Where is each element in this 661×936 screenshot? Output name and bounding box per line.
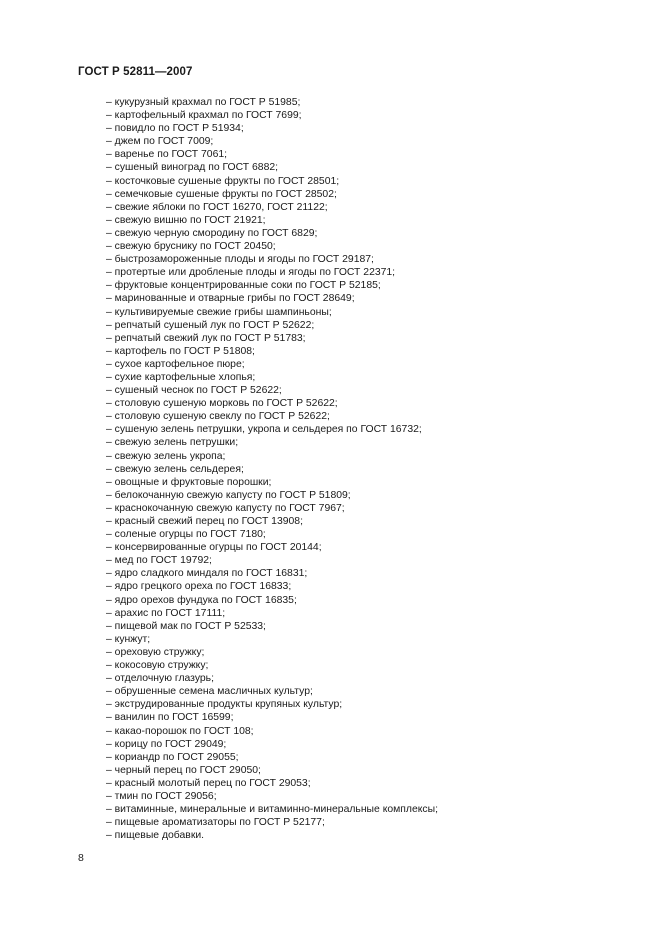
list-item: – арахис по ГОСТ 17111; bbox=[106, 607, 226, 619]
list-item: – быстрозамороженные плоды и ягоды по ГОСТ 29187; bbox=[106, 254, 374, 266]
list-item: – пищевые добавки. bbox=[106, 830, 205, 842]
list-item: – витаминные, минеральные и витаминно-минеральные комплексы; bbox=[106, 804, 438, 816]
list-item: – столовую сушеную морковь по ГОСТ Р 52622; bbox=[106, 398, 338, 410]
list-item: – консервированные огурцы по ГОСТ 20144; bbox=[106, 542, 322, 554]
list-item: – свежие яблоки по ГОСТ 16270, ГОСТ 21122; bbox=[106, 201, 328, 213]
list-item: – белокочанную свежую капусту по ГОСТ Р 51809; bbox=[106, 489, 351, 501]
list-item: – обрушенные семена масличных культур; bbox=[106, 686, 313, 698]
list-item: – свежую зелень укропа; bbox=[106, 450, 226, 462]
list-item: – семечковые сушеные фрукты по ГОСТ 28502; bbox=[106, 188, 337, 200]
list-item: – пищевые ароматизаторы по ГОСТ Р 52177; bbox=[106, 817, 325, 829]
list-item: – репчатый свежий лук по ГОСТ Р 51783; bbox=[106, 332, 306, 344]
list-item: – сушеную зелень петрушки, укропа и сельдерея по ГОСТ 16732; bbox=[106, 424, 422, 436]
list-item: – протертые или дробленые плоды и ягоды по ГОСТ 22371; bbox=[106, 267, 396, 279]
list-item: – сушеный чеснок по ГОСТ Р 52622; bbox=[106, 385, 282, 397]
list-item: – джем по ГОСТ 7009; bbox=[106, 136, 214, 148]
list-item: – сушеный виноград по ГОСТ 6882; bbox=[106, 162, 279, 174]
list-item: – свежую вишню по ГОСТ 21921; bbox=[106, 214, 266, 226]
list-item: – пищевой мак по ГОСТ Р 52533; bbox=[106, 620, 266, 632]
list-item: – ядро грецкого ореха по ГОСТ 16833; bbox=[106, 581, 292, 593]
list-item: – тмин по ГОСТ 29056; bbox=[106, 790, 217, 802]
list-item: – мед по ГОСТ 19792; bbox=[106, 555, 212, 567]
list-item: – ореховую стружку; bbox=[106, 646, 205, 658]
list-item: – повидло по ГОСТ Р 51934; bbox=[106, 123, 244, 135]
list-item: – кокосовую стружку; bbox=[106, 660, 209, 672]
list-item: – свежую зелень петрушки; bbox=[106, 437, 239, 449]
list-item: – картофельный крахмал по ГОСТ 7699; bbox=[106, 110, 302, 122]
list-item: – корицу по ГОСТ 29049; bbox=[106, 738, 227, 750]
list-item: – красный молотый перец по ГОСТ 29053; bbox=[106, 777, 311, 789]
list-item: – фруктовые концентрированные соки по ГОСТ Р 52185; bbox=[106, 280, 381, 292]
list-item: – ванилин по ГОСТ 16599; bbox=[106, 712, 234, 724]
list-item: – кунжут; bbox=[106, 633, 151, 645]
list-item: – картофель по ГОСТ Р 51808; bbox=[106, 345, 255, 357]
list-item: – варенье по ГОСТ 7061; bbox=[106, 149, 228, 161]
list-item: – столовую сушеную свеклу по ГОСТ Р 52622; bbox=[106, 411, 330, 423]
list-item: – экструдированные продукты крупяных культур; bbox=[106, 699, 343, 711]
list-item: – свежую зелень сельдерея; bbox=[106, 463, 244, 475]
ingredient-list bbox=[106, 96, 438, 842]
list-item: – культивируемые свежие грибы шампиньоны; bbox=[106, 306, 332, 318]
list-item: – свежую бруснику по ГОСТ 20450; bbox=[106, 241, 276, 253]
list-item: – какао-порошок по ГОСТ 108; bbox=[106, 725, 254, 737]
list-item: – ядро орехов фундука по ГОСТ 16835; bbox=[106, 594, 297, 606]
list-item: – сухие картофельные хлопья; bbox=[106, 371, 256, 383]
list-item: – репчатый сушеный лук по ГОСТ Р 52622; bbox=[106, 319, 315, 331]
document-header: ГОСТ Р 52811—2007 bbox=[78, 66, 193, 78]
list-item: – соленые огурцы по ГОСТ 7180; bbox=[106, 529, 266, 541]
list-item: – красный свежий перец по ГОСТ 13908; bbox=[106, 516, 303, 527]
list-item: – кукурузный крахмал по ГОСТ Р 51985; bbox=[106, 97, 301, 108]
list-item: – свежую черную смородину по ГОСТ 6829; bbox=[106, 227, 318, 239]
list-item: – маринованные и отварные грибы по ГОСТ 28649; bbox=[106, 293, 355, 305]
list-item: – кориандр по ГОСТ 29055; bbox=[106, 751, 239, 763]
page-number: 8 bbox=[78, 852, 84, 864]
list-item: – сухое картофельное пюре; bbox=[106, 358, 245, 370]
list-item: – краснокочанную свежую капусту по ГОСТ 7967; bbox=[106, 502, 345, 514]
list-item: – отделочную глазурь; bbox=[106, 673, 214, 685]
list-item: – овощные и фруктовые порошки; bbox=[106, 476, 272, 488]
list-item: – черный перец по ГОСТ 29050; bbox=[106, 764, 261, 776]
list-item: – ядро сладкого миндаля по ГОСТ 16831; bbox=[106, 568, 308, 580]
list-item: – косточковые сушеные фрукты по ГОСТ 28501; bbox=[106, 175, 340, 187]
